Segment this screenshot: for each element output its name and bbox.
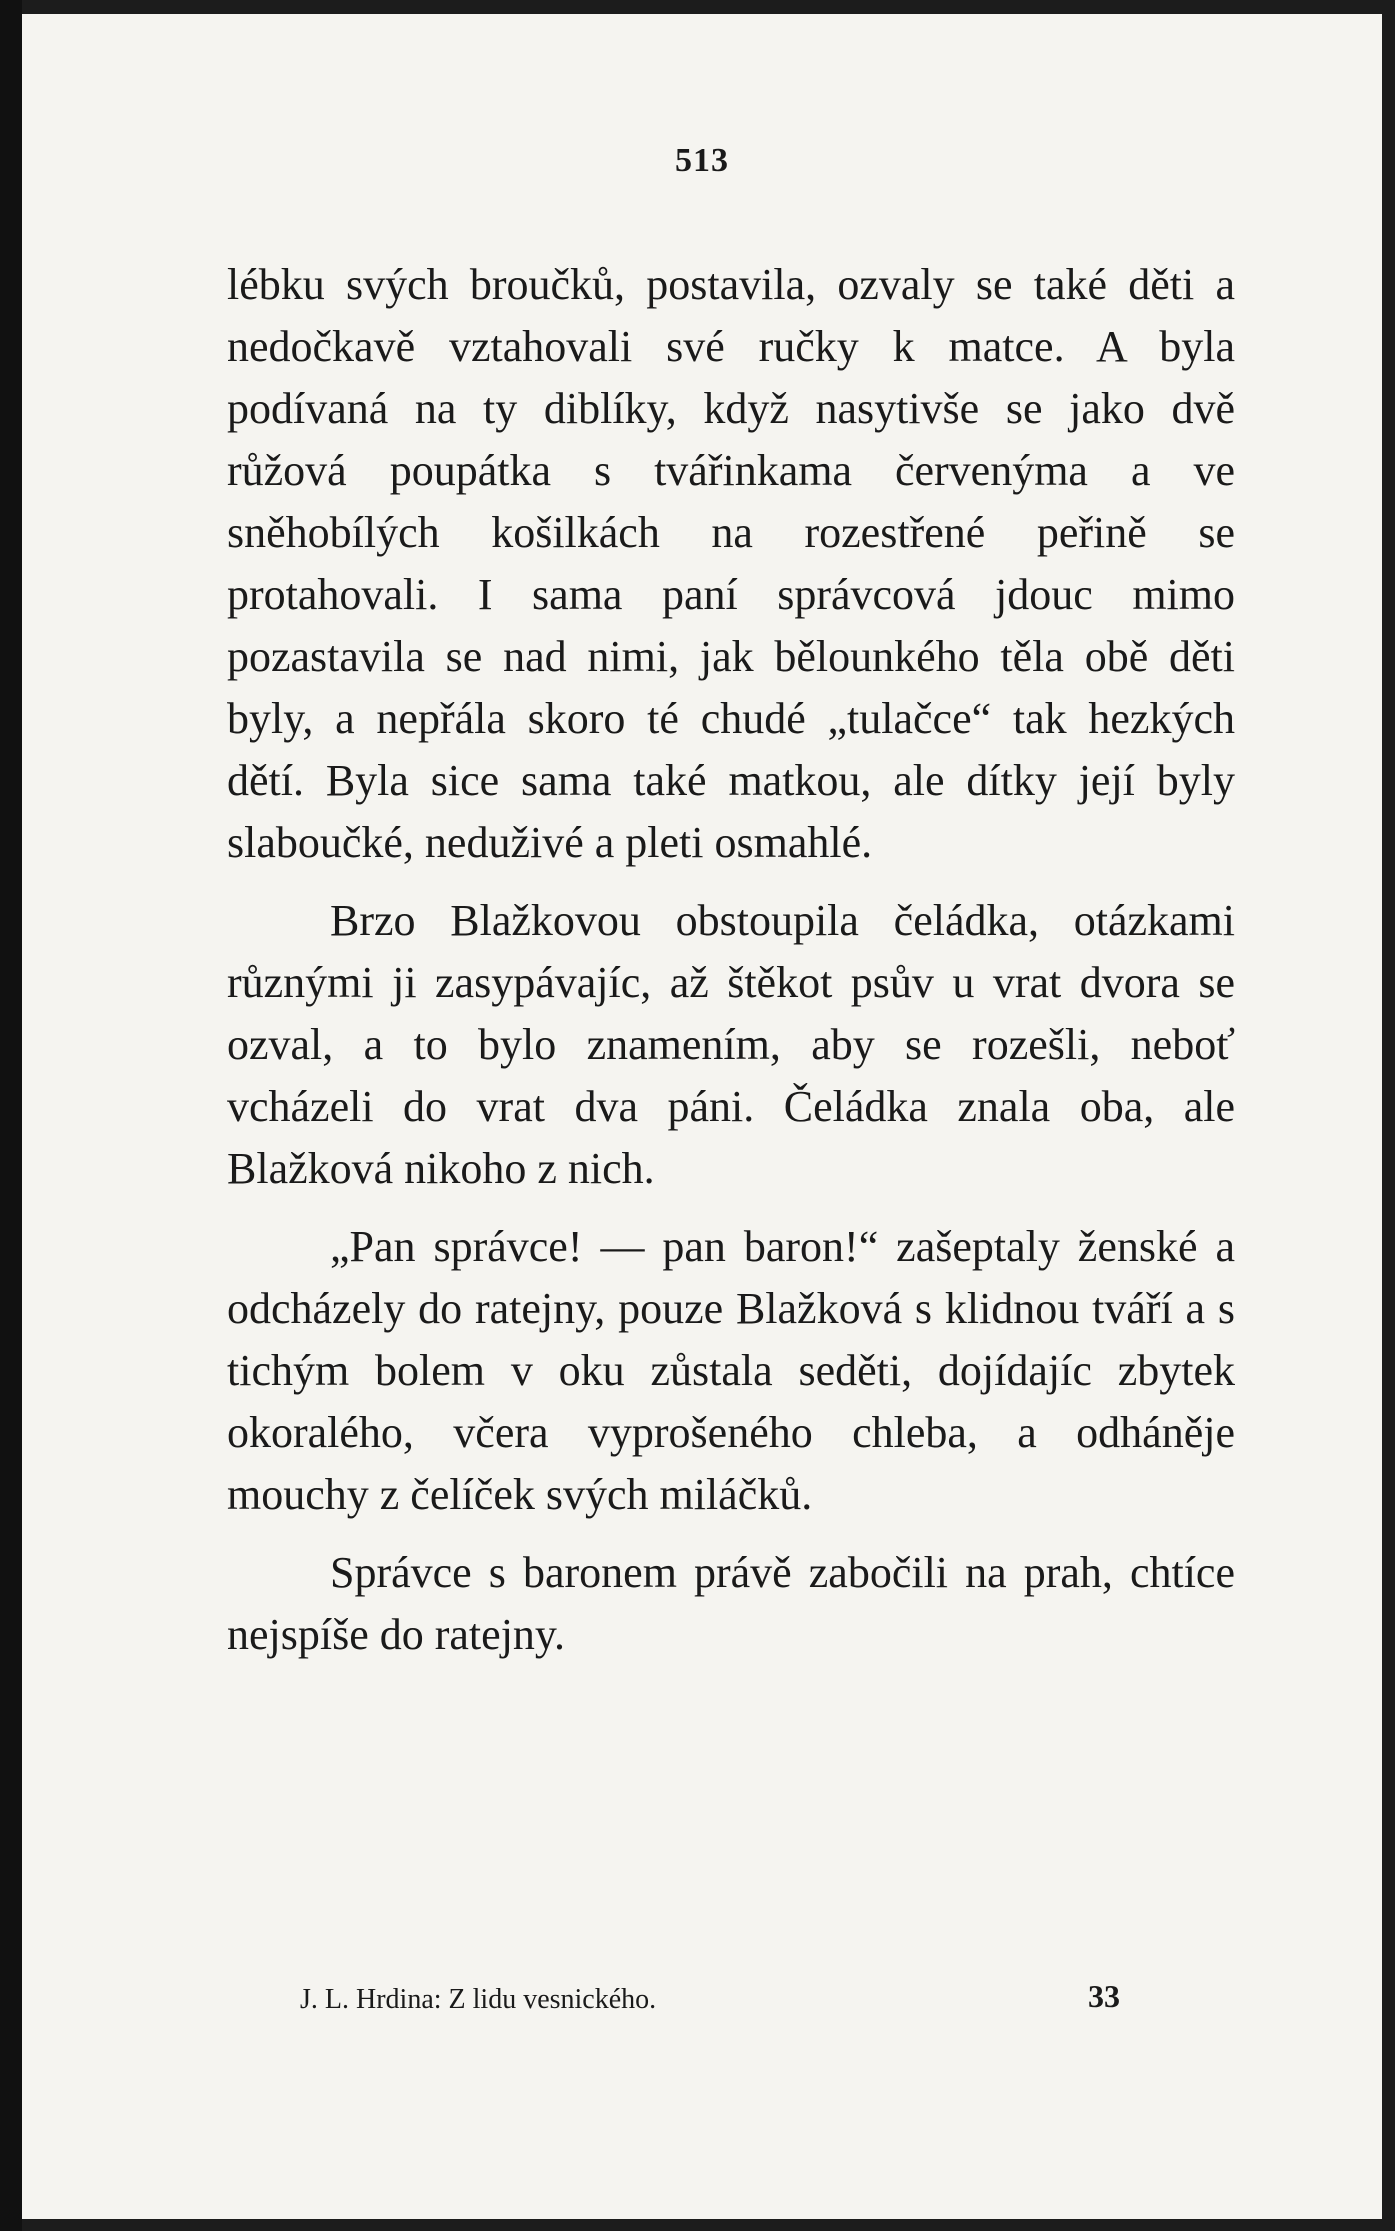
book-spine-edge [0,0,22,2231]
signature-number: 33 [1088,1978,1120,2014]
paragraph-2: Brzo Blažkovou obstoupila čeládka, otázkami různými ji zasypávajíc, až štěkot psův u vrat dvora se ozval, a to bylo znamením, aby se rozešli, neboť vcházeli do vrat dva páni. Čeládka znala oba, ale Blažková nikoho z nich. [227,896,1235,1193]
paragraph-4: Správce s baronem právě zabočili na prah, chtíce nejspíše do ratejny. [227,1548,1235,1659]
body-text [227,254,1235,1666]
book-page [22,14,1382,2219]
page-number: 513 [675,142,729,179]
page-footer [300,1978,1120,2016]
paragraph-3: „Pan správce! — pan baron!“ zašeptaly ženské a odcházely do ratejny, pouze Blažková s klidnou tváří a s tichým bolem v oku zůstala seděti, dojídajíc zbytek okoralého, včera vyprošeného chleba, a odháněje mouchy z čelíček svých miláčků. [227,1222,1235,1519]
paragraph-1: lébku svých broučků, postavila, ozvaly se také děti a nedočkavě vztahovali své ručky k matce. A byla podívaná na ty diblíky, když nasytivše se jako dvě růžová poupátka s tvářinkama červenýma a ve sněhobílých košilkách na rozestřené peřině se protahovali. I sama paní správcová jdouc mimo pozastavila se nad nimi, jak bělounkého těla obě děti byly, a nepřála skoro té chudé „tulačce“ tak hezkých dětí. Byla sice sama také matkou, ale dítky její byly slaboučké, neduživé a pleti osmahlé. [227,260,1235,867]
footer-citation: J. L. Hrdina: Z lidu vesnického. [300,1984,657,2015]
